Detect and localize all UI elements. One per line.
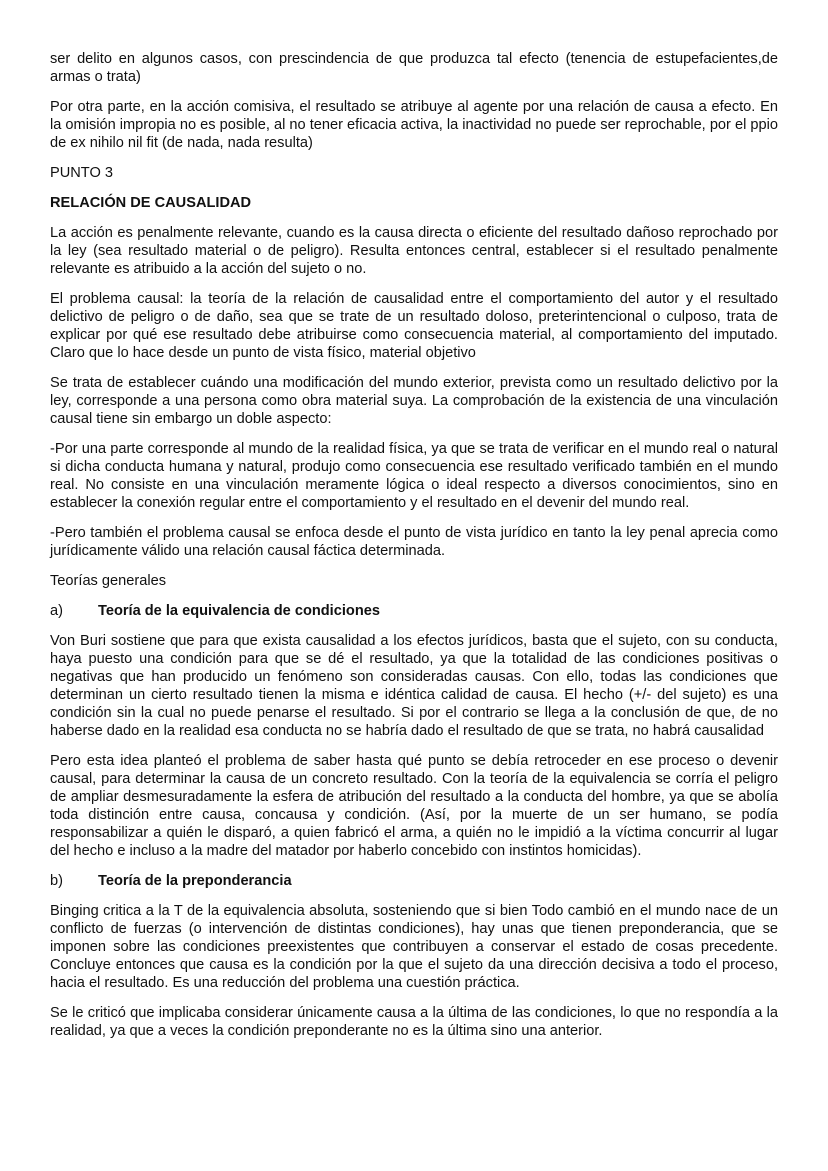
subsection-heading-b [50,872,778,890]
paragraph: ser delito en algunos casos, con prescindencia de que produzca tal efecto (tenencia de estupefacientes,de armas o trata) [50,51,778,85]
subsection-number: a) [50,603,63,619]
section-heading: RELACIÓN DE CAUSALIDAD [50,195,252,211]
paragraph: Pero esta idea planteó el problema de saber hasta qué punto se debía retroceder en ese proceso o devenir causal, para determinar la causa de un concreto resultado. Con la teoría de la equivalencia se corría el peligro de ampliar desmesuradamente la esfera de atribución del resultado a la conducta del hombre, ya que se abolía toda distinción entre causa, concausa y condición. (Así, por la muerte de un ser humano, se podía responsabilizar a quién le disparó, a quien fabricó el arma, a quién no le impidió a la víctima concurrir al lugar del hecho e incluso a la madre del matador por haberlo concebido con instintos homicidas). [50,753,778,859]
paragraph: Binging critica a la T de la equivalencia absoluta, sosteniendo que si bien Todo cambió en el mundo nace de un conflicto de fuerzas (o intervención de distintas condiciones), hay unas que tienen preponderancia, que se imponen sobre las condiciones preexistentes que contribuyen a conservar el estado de cosas precedente. Concluye entonces que causa es la condición por la que el sujeto da una dirección decisiva a todo el proceso, hacia el resultado. Es una reducción del problema una cuestión práctica. [50,903,778,991]
teorias-label: Teorías generales [50,573,167,589]
punto-label: PUNTO 3 [50,165,113,181]
paragraph: Se trata de establecer cuándo una modificación del mundo exterior, prevista como un resultado delictivo por la ley, corresponde a una persona como obra material suya. La comprobación de la existencia de una vinculación causal tiene sin embargo un doble aspecto: [50,375,778,427]
paragraph: Se le criticó que implicaba considerar únicamente causa a la última de las condiciones, lo que no respondía a la realidad, ya que a veces la condición preponderante no es la última sino una anterior. [50,1005,778,1039]
subsection-title: Teoría de la equivalencia de condiciones [98,603,380,619]
subsection-number: b) [50,873,63,889]
paragraph: Por otra parte, en la acción comisiva, el resultado se atribuye al agente por una relación de causa a efecto. En la omisión impropia no es posible, al no tener eficacia activa, la inactividad no puede ser reprochable, por el ppio de ex nihilo nil fit (de nada, nada resulta) [50,99,778,151]
subsection-heading-a [50,602,778,620]
subsection-title: Teoría de la preponderancia [98,873,292,889]
paragraph: Von Buri sostiene que para que exista causalidad a los efectos jurídicos, basta que el sujeto, con su conducta, haya puesto una condición para que se dé el resultado, ya que la totalidad de las condiciones positivas o negativas que han producido un fenómeno son consideradas causas. Con ello, todas las condiciones que determinan un cierto resultado tienen la misma e idéntica calidad de causa. El hecho (+/- del sujeto) es una condición sin la cual no puede penarse el resultado. Si por el contrario se llega a la conclusión de que, de no haberse dado en la realidad esa conducta no se habría dado el resultado de que se trata, no habrá causalidad [50,633,778,739]
paragraph: -Por una parte corresponde al mundo de la realidad física, ya que se trata de verificar en el mundo real o natural si dicha conducta humana y natural, produjo como consecuencia ese resultado verificado también en el mundo real. No consiste en una vinculación meramente lógica o ideal respecto a diversos conocimientos, sino en establecer la conexión regular entre el comportamiento y el resultado en el devenir del mundo real. [50,441,778,511]
paragraph: El problema causal: la teoría de la relación de causalidad entre el comportamiento del autor y el resultado delictivo de peligro o de daño, sea que se trate de un resultado doloso, preterintencional o culposo, trata de explicar por qué ese resultado debe atribuirse como consecuencia material, al comportamiento del imputado. Claro que lo hace desde un punto de vista físico, material objetivo [50,291,778,361]
paragraph: La acción es penalmente relevante, cuando es la causa directa o eficiente del resultado dañoso reprochado por la ley (sea resultado material o de peligro). Resulta entonces central, establecer si el resultado penalmente relevante es atribuido a la acción del sujeto o no. [50,225,778,277]
paragraph: -Pero también el problema causal se enfoca desde el punto de vista jurídico en tanto la ley penal aprecia como jurídicamente válido una relación causal fáctica determinada. [50,525,778,559]
